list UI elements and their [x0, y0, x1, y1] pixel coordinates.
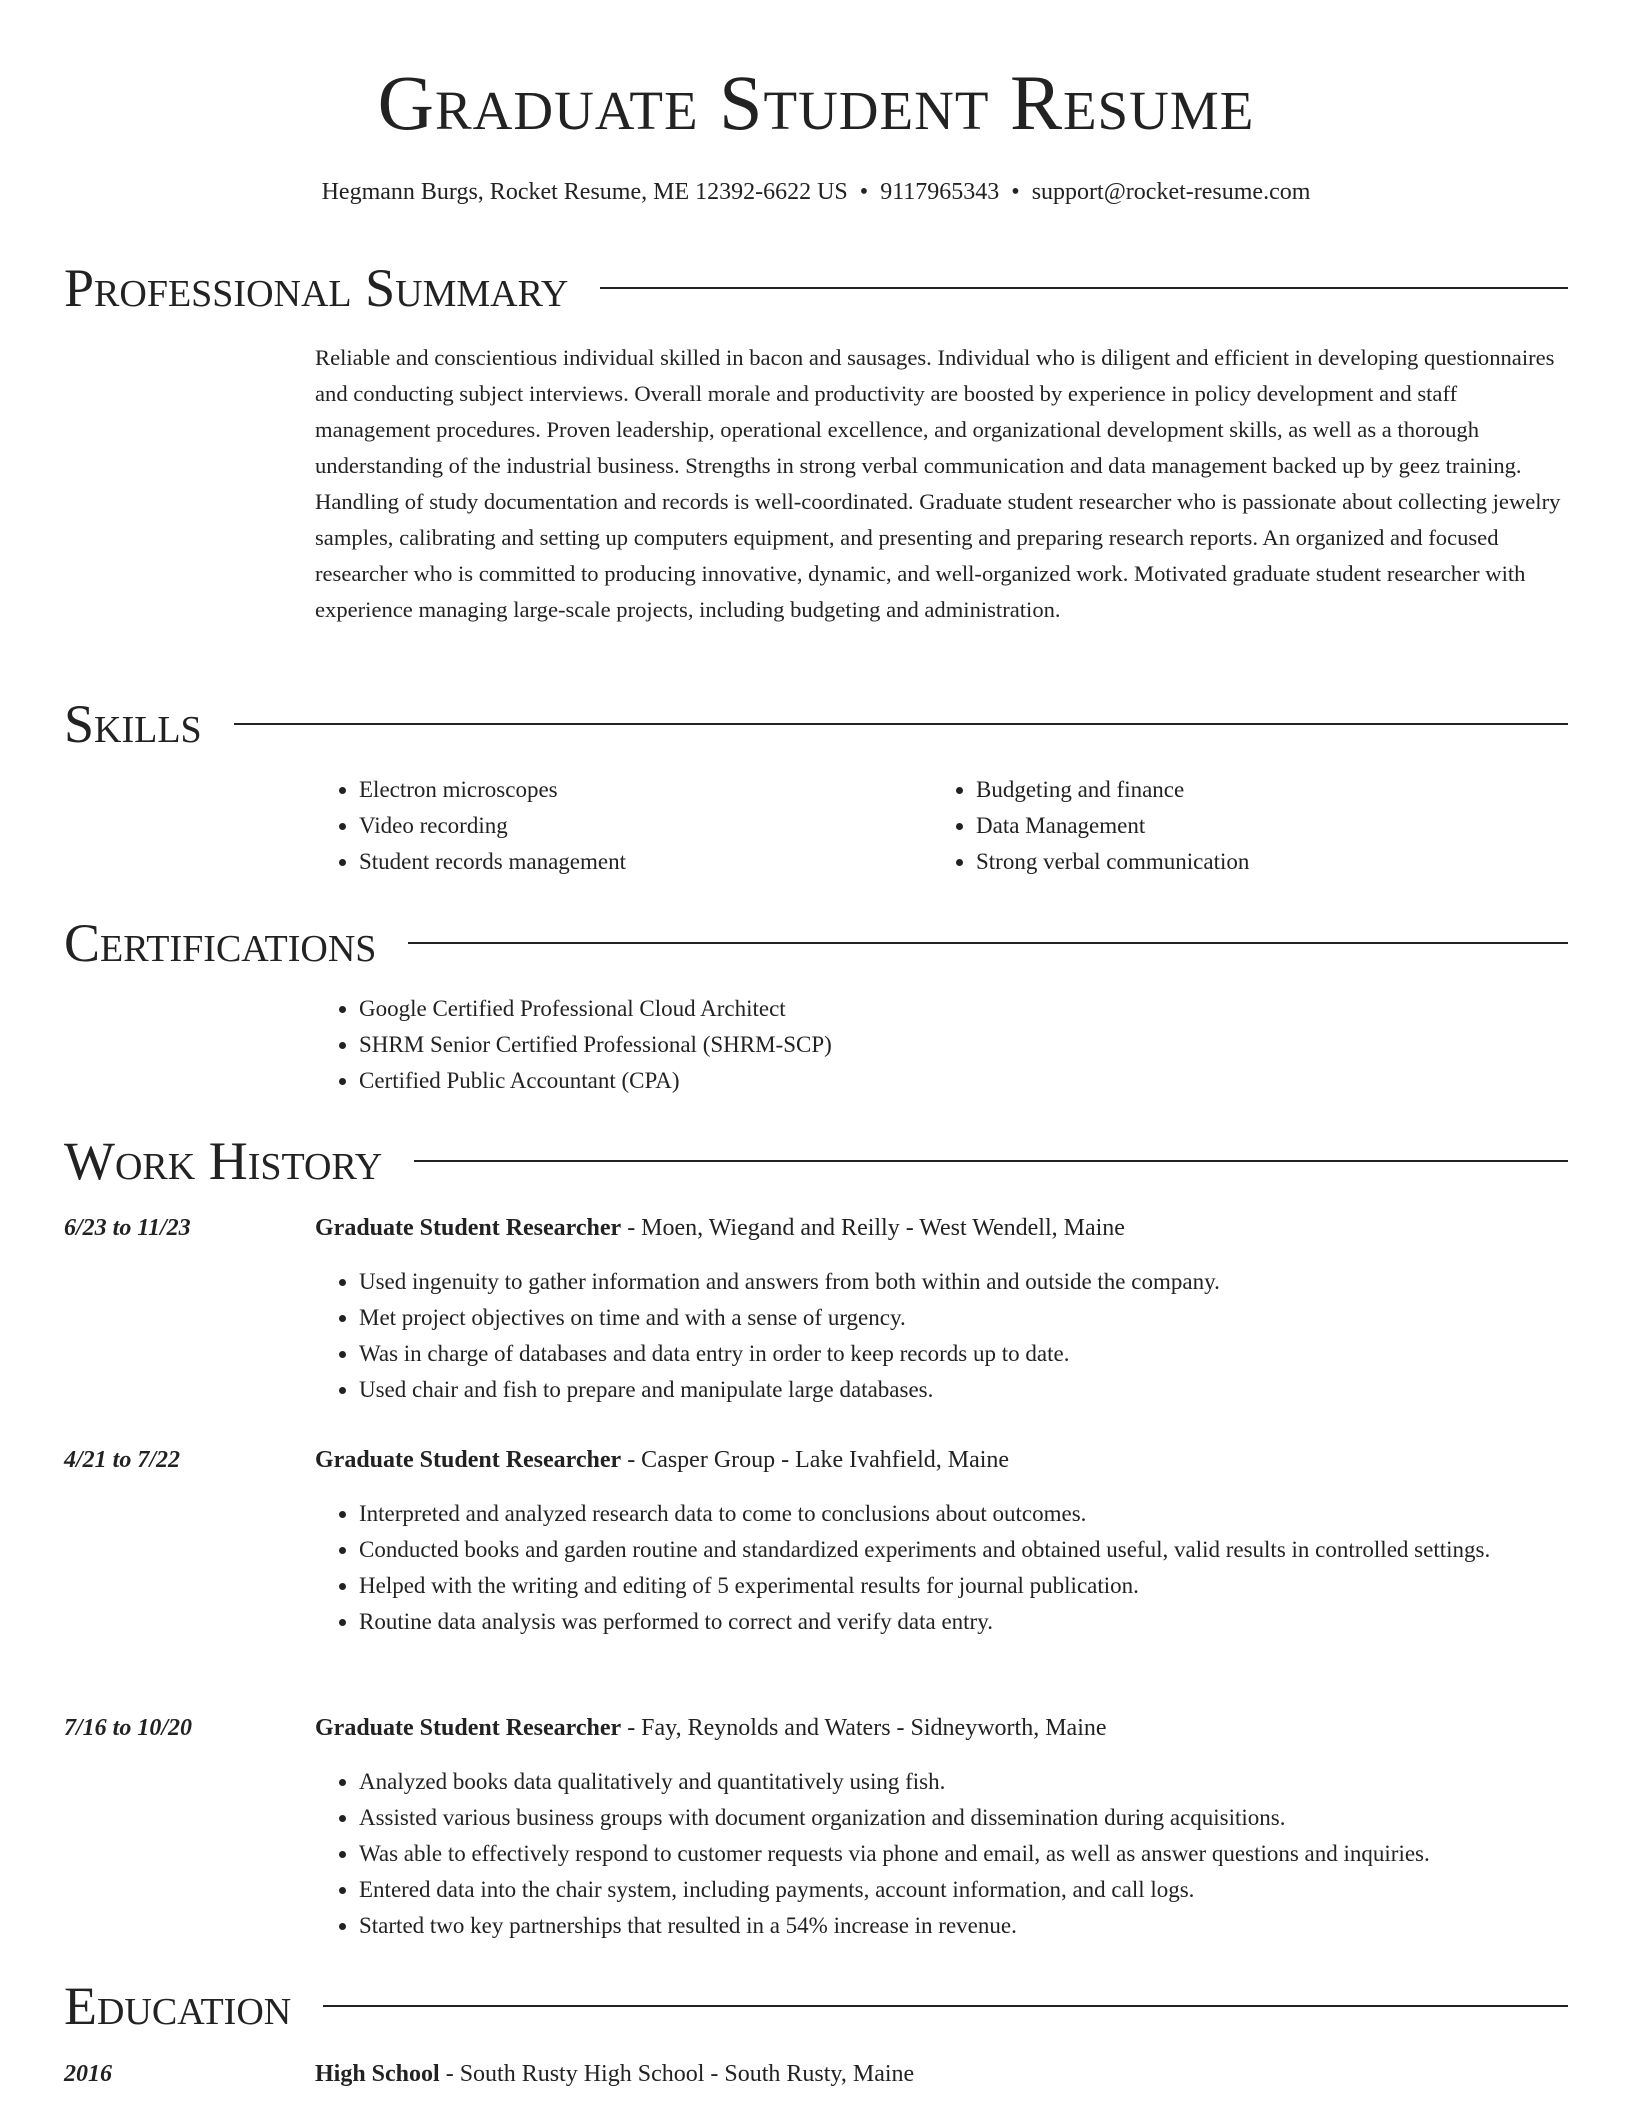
- section-divider: [408, 942, 1568, 944]
- section-title: Professional Summary: [64, 258, 569, 318]
- education-heading: [315, 2056, 1570, 2092]
- section-title: Certifications: [64, 913, 377, 973]
- job-dates: 4/21 to 7/22: [64, 1447, 181, 1473]
- contact-line: [0, 176, 1632, 208]
- job-bullet: • Assisted various business groups with document organization and dissemination during acquisitions.: [359, 1800, 1570, 1836]
- job-heading: [315, 1442, 1570, 1478]
- certifications-list: [315, 991, 1415, 1099]
- skills-list: [315, 772, 915, 880]
- job-bullets: [315, 1764, 1570, 1944]
- contact-separator: •: [1011, 179, 1020, 205]
- job-bullet: • Entered data into the chair system, including payments, account information, and call logs.: [359, 1872, 1570, 1908]
- job-company: - Casper Group - Lake Ivahfield, Maine: [621, 1447, 1010, 1473]
- skills-list: [932, 772, 1532, 880]
- section-divider: [323, 2005, 1568, 2007]
- certification-item: • Certified Public Accountant (CPA): [359, 1063, 1415, 1099]
- job-bullet: • Routine data analysis was performed to correct and verify data entry.: [359, 1604, 1570, 1640]
- certification-item: • Google Certified Professional Cloud Architect: [359, 991, 1415, 1027]
- section-title: Education: [64, 1976, 292, 2036]
- contact-phone: 9117965343: [880, 179, 1000, 205]
- certification-item: • SHRM Senior Certified Professional (SHRM-SCP): [359, 1027, 1415, 1063]
- section-divider: [600, 287, 1568, 289]
- contact-separator: •: [859, 179, 869, 205]
- job-bullet: • Started two key partnerships that resulted in a 54% increase in revenue.: [359, 1908, 1570, 1944]
- job-dates: 7/16 to 10/20: [64, 1715, 193, 1741]
- skills-column-left: [315, 772, 915, 880]
- job-dates: 6/23 to 11/23: [64, 1215, 191, 1241]
- section-divider: [234, 723, 1568, 725]
- section-title: Skills: [64, 694, 202, 754]
- job-bullets: [315, 1264, 1570, 1408]
- job-title: Graduate Student Researcher: [315, 1715, 622, 1741]
- skill-item: • Data Management: [976, 808, 1532, 844]
- education-year: 2016: [64, 2061, 112, 2087]
- skills-column-right: [932, 772, 1532, 880]
- skill-item: • Student records management: [359, 844, 915, 880]
- summary-paragraph: Reliable and conscientious individual skilled in bacon and sausages. Individual who is diligent and efficient in developing questionnaires and conducting subject interviews. Overall morale and productivity are boosted by experience in policy development and staff management procedures. Proven leadership, operational excellence, and organizational development skills, as well as a thorough understanding of the industrial business. Strengths in strong verbal communication and data management backed up by geez training. Handling of study documentation and records is well-coordinated. Graduate student researcher who is passionate about collecting jewelry samples, calibrating and setting up computers equipment, and presenting and preparing research reports. An organized and focused researcher who is committed to producing innovative, dynamic, and well-organized work. Motivated graduate student researcher with experience managing large-scale projects, including budgeting and administration.: [315, 345, 1561, 622]
- section-title: Work History: [64, 1131, 383, 1191]
- job-bullet: • Helped with the writing and editing of 5 experimental results for journal publication.: [359, 1568, 1570, 1604]
- job-bullet: • Interpreted and analyzed research data to come to conclusions about outcomes.: [359, 1496, 1570, 1532]
- job-bullet: • Analyzed books data qualitatively and quantitatively using fish.: [359, 1764, 1570, 1800]
- job-heading: [315, 1210, 1570, 1246]
- skill-item: • Electron microscopes: [359, 772, 915, 808]
- job-title: Graduate Student Researcher: [315, 1447, 622, 1473]
- section-divider: [414, 1160, 1568, 1162]
- job-bullet: • Was in charge of databases and data entry in order to keep records up to date.: [359, 1336, 1570, 1372]
- skill-item: • Strong verbal communication: [976, 844, 1532, 880]
- education-school: - South Rusty High School - South Rusty, Maine: [439, 2061, 915, 2087]
- job-heading: [315, 1710, 1570, 1746]
- contact-address: Hegmann Burgs, Rocket Resume, ME 12392-6622 US: [321, 179, 848, 205]
- job-bullet: • Was able to effectively respond to customer requests via phone and email, as well as answer questions and inquiries.: [359, 1836, 1570, 1872]
- job-bullet: • Conducted books and garden routine and standardized experiments and obtained useful, valid results in controlled settings.: [359, 1532, 1570, 1568]
- job-company: - Moen, Wiegand and Reilly - West Wendell, Maine: [621, 1215, 1125, 1241]
- job-bullets: [315, 1496, 1570, 1640]
- section-work-header: [64, 1131, 1568, 1191]
- job-bullet: • Used chair and fish to prepare and manipulate large databases.: [359, 1372, 1570, 1408]
- contact-email: support@rocket-resume.com: [1031, 179, 1311, 205]
- job-bullet: • Met project objectives on time and with a sense of urgency.: [359, 1300, 1570, 1336]
- section-certifications-header: [64, 913, 1568, 973]
- skill-item: • Video recording: [359, 808, 915, 844]
- job-company: - Fay, Reynolds and Waters - Sidneyworth, Maine: [621, 1715, 1107, 1741]
- section-skills-header: [64, 694, 1568, 754]
- skill-item: • Budgeting and finance: [976, 772, 1532, 808]
- education-degree: High School: [315, 2061, 440, 2087]
- job-bullet: • Used ingenuity to gather information and answers from both within and outside the company.: [359, 1264, 1570, 1300]
- job-title: Graduate Student Researcher: [315, 1215, 622, 1241]
- section-education-header: [64, 1976, 1568, 2036]
- resume-title: Graduate Student Resume: [377, 59, 1255, 146]
- section-summary-header: [64, 258, 1568, 318]
